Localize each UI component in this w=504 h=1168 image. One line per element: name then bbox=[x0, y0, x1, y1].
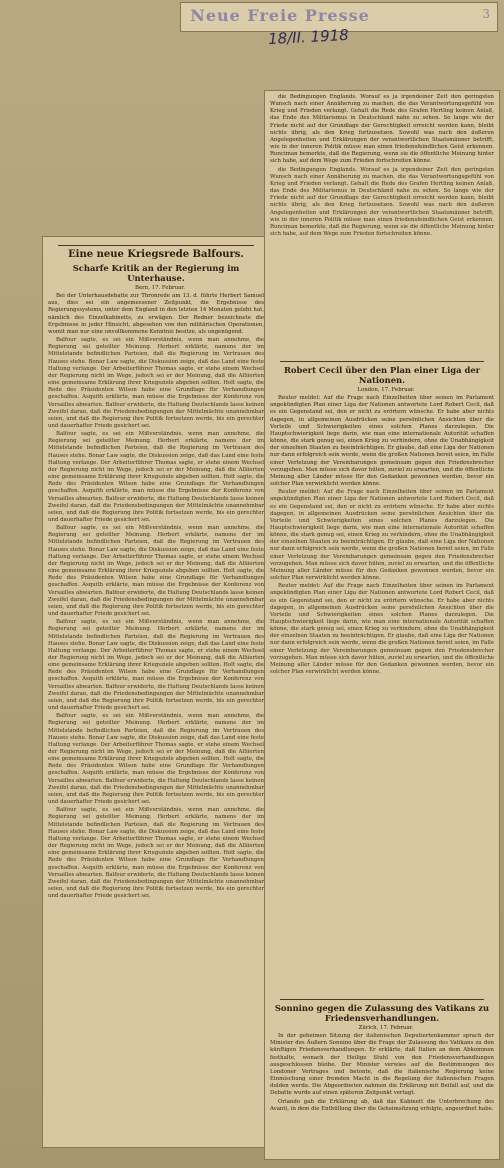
middle-article-body-cont: Reuter meldet: Auf die Frage nach Einzelheiten über seinen im Parlament angekündigten Plan einer Liga der Nationen antwortete Lord Robert Cecil, daß es ein Gegenstand sei, den er nicht zu erörtern wünsche. Er habe aber nichts dagegen, in allgemeinen Ausdrücken seine persönlichen Ansichten über die Vorteile und Schwierigkeiten eines solchen Planes darzulegen. Die Hauptschwierigkeit liege darin, wie man eine internationale Autorität schaffen könne, die stark genug sei, einen Krieg zu verhindern, ohne die Unabhängigkeit der einzelnen Staaten zu beeinträchtigen. Er glaube, daß eine Liga der Nationen nur dann erfolgreich sein werde, wenn die großen Nationen bereit seien, im Falle einer Verletzung der Vereinbarungen gemeinsam gegen den Friedensbrecher vorzugehen. Man müsse sich davor hüten, zuviel zu erwarten, und die öffentliche Meinung aller Länder müsse für den Gedanken gewonnen werden, bevor ein solcher Plan verwirklicht werden könne. bbox=[270, 489, 494, 582]
middle-article-body: Reuter meldet: Auf die Frage nach Einzelheiten über seinen im Parlament angekündigten Plan einer Liga der Nationen antwortete Lord Robert Cecil, daß es ein Gegenstand sei, den er nicht zu erörtern wünsche. Er habe aber nichts dagegen, in allgemeinen Ausdrücken seine persönlichen Ansichten über die Vorteile und Schwierigkeiten eines solchen Planes darzulegen. Die Hauptschwierigkeit liege darin, wie man eine internationale Autorität schaffen könne, die stark genug sei, einen Krieg zu verhindern, ohne die Unabhängigkeit der einzelnen Staaten zu beeinträchtigen. Er glaube, daß eine Liga der Nationen nur dann erfolgreich sein werde, wenn die großen Nationen bereit seien, im Falle einer Verletzung der Vereinbarungen gemeinsam gegen den Friedensbrecher vorzugehen. Man müsse sich davor hüten, zuviel zu erwarten, und die öffentliche Meinung aller Länder müsse für den Gedanken gewonnen werden, bevor ein solcher Plan verwirklicht werden könne. bbox=[270, 395, 494, 488]
middle-article bbox=[270, 358, 494, 992]
left-article-title: Eine neue Kriegsrede Balfours. bbox=[68, 249, 244, 260]
handwritten-date: 18/II. 1918 bbox=[267, 25, 350, 49]
page-number: 3 bbox=[482, 7, 490, 21]
left-article-subtitle: Scharfe Kritik an der Regierung im Unterhause. bbox=[72, 263, 240, 283]
middle-article-dateline: London, 17. Februar. bbox=[357, 387, 415, 393]
bottom-article-title: Sonnino gegen die Zulassung des Vatikans zu Friedensverhandlungen. bbox=[274, 1003, 490, 1023]
right-top-article bbox=[270, 94, 494, 352]
bottom-article-closing: Orlando gab die Erklärung ab, daß das Kabinett die Unterbrechung des Avanti, in dem die Enthüllung über die Geheimsitzung erfolgte, angeordnet habe. bbox=[270, 1098, 494, 1112]
masthead: Neue Freie Presse bbox=[190, 6, 370, 25]
bottom-article bbox=[270, 996, 494, 1156]
left-article-dateline: Bern, 17. Februar. bbox=[135, 285, 185, 291]
left-article bbox=[48, 242, 264, 1142]
right-top-body-cont: die Bedingungen Englands. Worauf es ja irgendeiner Zeit den geringsten Wunsch nach einer Annäherung zu machen, die das Verantwortungsgefühl von Krieg und Frieden verlangt. Gehalt die Rede des Grafen Hertling keinen Anlaß, das Ende des Militarismus in Deutschland nahe zu sehen. So lange wie der Friede nicht auf der Grundlage der Gerechtigkeit erreicht werden kann, bleibt nichts übrig, als den Krieg fortzusetzen. Sowohl was nach den äußeren Angelegenheiten und Erklärungen der verantwortlichen Staatsmänner betrifft, wie in der inneren Politik müsse man einen friedensfeindlichen Geist erkennen. Runciman bemerkte, daß die Regierung, wenn sie die öffentliche Meinung hinter sich habe, auf dem Wege zum Frieden fortschreiten könne. bbox=[270, 166, 494, 237]
left-article-body: Balfour sagte, es sei ein Mißverständnis, wenn man annehme, die Regierung sei geteilter Meinung. Herbert erklärte, namens der im Mittelstande befindlichen Parteien, daß die Regierung im Vertrauen des Hauses stehe. Bonar Law sagte, die Diskussion zeige, daß das Land eine feste Haltung verlange. Der Arbeiterführer Thomas sagte, er stehe einem Wechsel der Regierung nicht im Wege, jedoch sei er der Meinung, daß die Alliierten eine gemeinsame Erklärung ihrer Kriegsziele abgeben sollten. Holt sagte, die Rede des Präsidenten Wilson habe eine Grundlage für Verhandlungen geschaffen. Asquith erklärte, man müsse die Ergebnisse der Konferenz von Versailles abwarten. Balfour erwiderte, die Haltung Deutschlands lasse keinen Zweifel daran, daß die Friedensbedingungen der Mittelmächte unannehmbar seien, und daß die Regierung ihre Politik fortsetzen werde, bis ein gerechter und dauerhafter Friede gesichert sei. bbox=[48, 337, 264, 429]
left-article-body-cont2: Balfour sagte, es sei ein Mißverständnis, wenn man annehme, die Regierung sei geteilter Meinung. Herbert erklärte, namens der im Mittelstande befindlichen Parteien, daß die Regierung im Vertrauen des Hauses stehe. Bonar Law sagte, die Diskussion zeige, daß das Land eine feste Haltung verlange. Der Arbeiterführer Thomas sagte, er stehe einem Wechsel der Regierung nicht im Wege, jedoch sei er der Meinung, daß die Alliierten eine gemeinsame Erklärung ihrer Kriegsziele abgeben sollten. Holt sagte, die Rede des Präsidenten Wilson habe eine Grundlage für Verhandlungen geschaffen. Asquith erklärte, man müsse die Ergebnisse der Konferenz von Versailles abwarten. Balfour erwiderte, die Haltung Deutschlands lasse keinen Zweifel daran, daß die Friedensbedingungen der Mittelmächte unannehmbar seien, und daß die Regierung ihre Politik fortsetzen werde, bis ein gerechter und dauerhafter Friede gesichert sei. bbox=[48, 525, 264, 618]
left-article-body-cont5: Balfour sagte, es sei ein Mißverständnis, wenn man annehme, die Regierung sei geteilter Meinung. Herbert erklärte, namens der im Mittelstande befindlichen Parteien, daß die Regierung im Vertrauen des Hauses stehe. Bonar Law sagte, die Diskussion zeige, daß das Land eine feste Haltung verlange. Der Arbeiterführer Thomas sagte, er stehe einem Wechsel der Regierung nicht im Wege, jedoch sei er der Meinung, daß die Alliierten eine gemeinsame Erklärung ihrer Kriegsziele abgeben sollten. Holt sagte, die Rede des Präsidenten Wilson habe eine Grundlage für Verhandlungen geschaffen. Asquith erklärte, man müsse die Ergebnisse der Konferenz von Versailles abwarten. Balfour erwiderte, die Haltung Deutschlands lasse keinen Zweifel daran, daß die Friedensbedingungen der Mittelmächte unannehmbar seien, und daß die Regierung ihre Politik fortsetzen werde, bis ein gerechter und dauerhafter Friede gesichert sei. bbox=[48, 807, 264, 900]
bottom-rule bbox=[280, 999, 484, 1000]
middle-article-title: Robert Cecil über den Plan einer Liga der Nationen. bbox=[283, 365, 481, 385]
middle-rule bbox=[280, 361, 484, 362]
left-article-body-cont3: Balfour sagte, es sei ein Mißverständnis, wenn man annehme, die Regierung sei geteilter Meinung. Herbert erklärte, namens der im Mittelstande befindlichen Parteien, daß die Regierung im Vertrauen des Hauses stehe. Bonar Law sagte, die Diskussion zeige, daß das Land eine feste Haltung verlange. Der Arbeiterführer Thomas sagte, er stehe einem Wechsel der Regierung nicht im Wege, jedoch sei er der Meinung, daß die Alliierten eine gemeinsame Erklärung ihrer Kriegsziele abgeben sollten. Holt sagte, die Rede des Präsidenten Wilson habe eine Grundlage für Verhandlungen geschaffen. Asquith erklärte, man müsse die Ergebnisse der Konferenz von Versailles abwarten. Balfour erwiderte, die Haltung Deutschlands lasse keinen Zweifel daran, daß die Friedensbedingungen der Mittelmächte unannehmbar seien, und daß die Regierung ihre Politik fortsetzen werde, bis ein gerechter und dauerhafter Friede gesichert sei. bbox=[48, 619, 264, 712]
bottom-article-dateline: Zürich, 17. Februar. bbox=[358, 1025, 414, 1031]
middle-article-body-cont2: Reuter meldet: Auf die Frage nach Einzelheiten über seinen im Parlament angekündigten Plan einer Liga der Nationen antwortete Lord Robert Cecil, daß es ein Gegenstand sei, den er nicht zu erörtern wünsche. Er habe aber nichts dagegen, in allgemeinen Ausdrücken seine persönlichen Ansichten über die Vorteile und Schwierigkeiten eines solchen Planes darzulegen. Die Hauptschwierigkeit liege darin, wie man eine internationale Autorität schaffen könne, die stark genug sei, einen Krieg zu verhindern, ohne die Unabhängigkeit der einzelnen Staaten zu beeinträchtigen. Er glaube, daß eine Liga der Nationen nur dann erfolgreich sein werde, wenn die großen Nationen bereit seien, im Falle einer Verletzung der Vereinbarungen gemeinsam gegen den Friedensbrecher vorzugehen. Man müsse sich davor hüten, zuviel zu erwarten, und die öffentliche Meinung aller Länder müsse für den Gedanken gewonnen werden, bevor ein solcher Plan verwirklicht werden könne. bbox=[270, 583, 494, 676]
left-article-lead: Bei der Unterhausdebatte zur Thronrede am 13. d. führte Herbert Samuel aus, dies sei ein angemessener Zeitpunkt, die Ergebnisse des Regierungssystems, unter dem England in den letzten 14 Monaten gelebt hat, nämlich des Einzelkabinetts, zu erwägen. Der Redner bezeichnete die Ergebnisse in jeder Hinsicht, abgesehen von den militärischen Operationen, womit man nur eine unvollkommene Kenntnis besitze, als ungenügend. bbox=[48, 293, 264, 335]
right-top-body: die Bedingungen Englands. Worauf es ja irgendeiner Zeit den geringsten Wunsch nach einer Annäherung zu machen, die das Verantwortungsgefühl von Krieg und Frieden verlangt. Gehalt die Rede des Grafen Hertling keinen Anlaß, das Ende des Militarismus in Deutschland nahe zu sehen. So lange wie der Friede nicht auf der Grundlage der Gerechtigkeit erreicht werden kann, bleibt nichts übrig, als den Krieg fortzusetzen. Sowohl was nach den äußeren Angelegenheiten und Erklärungen der verantwortlichen Staatsmänner betrifft, wie in der inneren Politik müsse man einen friedensfeindlichen Geist erkennen. Runciman bemerkte, daß die Regierung, wenn sie die öffentliche Meinung hinter sich habe, auf dem Wege zum Frieden fortschreiten könne. bbox=[270, 94, 494, 165]
bottom-article-body: In der geheimen Sitzung der italienischen Deputiertenkammer sprach der Minister des Äußern Sonnino über die Frage der Zulassung des Vatikans zu den künftigen Friedensverhandlungen. Er erklärte, daß Italien an dem Abkommen festhalte, wonach der Heilige Stuhl von den Friedensverhandlungen ausgeschlossen bleibe. Der Minister verwies auf die Bestimmungen des Londoner Vertrages und betonte, daß die italienische Regierung keine Einmischung einer fremden Macht in die Regelung der italienischen Fragen dulden werde. Die Abgeordneten nahmen die Erklärung mit Beifall auf, und die Debatte wurde auf einen späteren Zeitpunkt vertagt. bbox=[270, 1033, 494, 1097]
top-rule bbox=[58, 245, 254, 246]
left-article-body-cont: Balfour sagte, es sei ein Mißverständnis, wenn man annehme, die Regierung sei geteilter Meinung. Herbert erklärte, namens der im Mittelstande befindlichen Parteien, daß die Regierung im Vertrauen des Hauses stehe. Bonar Law sagte, die Diskussion zeige, daß das Land eine feste Haltung verlange. Der Arbeiterführer Thomas sagte, er stehe einem Wechsel der Regierung nicht im Wege, jedoch sei er der Meinung, daß die Alliierten eine gemeinsame Erklärung ihrer Kriegsziele abgeben sollten. Holt sagte, die Rede des Präsidenten Wilson habe eine Grundlage für Verhandlungen geschaffen. Asquith erklärte, man müsse die Ergebnisse der Konferenz von Versailles abwarten. Balfour erwiderte, die Haltung Deutschlands lasse keinen Zweifel daran, daß die Friedensbedingungen der Mittelmächte unannehmbar seien, und daß die Regierung ihre Politik fortsetzen werde, bis ein gerechter und dauerhafter Friede gesichert sei. bbox=[48, 431, 264, 523]
left-article-body-cont4: Balfour sagte, es sei ein Mißverständnis, wenn man annehme, die Regierung sei geteilter Meinung. Herbert erklärte, namens der im Mittelstande befindlichen Parteien, daß die Regierung im Vertrauen des Hauses stehe. Bonar Law sagte, die Diskussion zeige, daß das Land eine feste Haltung verlange. Der Arbeiterführer Thomas sagte, er stehe einem Wechsel der Regierung nicht im Wege, jedoch sei er der Meinung, daß die Alliierten eine gemeinsame Erklärung ihrer Kriegsziele abgeben sollten. Holt sagte, die Rede des Präsidenten Wilson habe eine Grundlage für Verhandlungen geschaffen. Asquith erklärte, man müsse die Ergebnisse der Konferenz von Versailles abwarten. Balfour erwiderte, die Haltung Deutschlands lasse keinen Zweifel daran, daß die Friedensbedingungen der Mittelmächte unannehmbar seien, und daß die Regierung ihre Politik fortsetzen werde, bis ein gerechter und dauerhafter Friede gesichert sei. bbox=[48, 713, 264, 806]
